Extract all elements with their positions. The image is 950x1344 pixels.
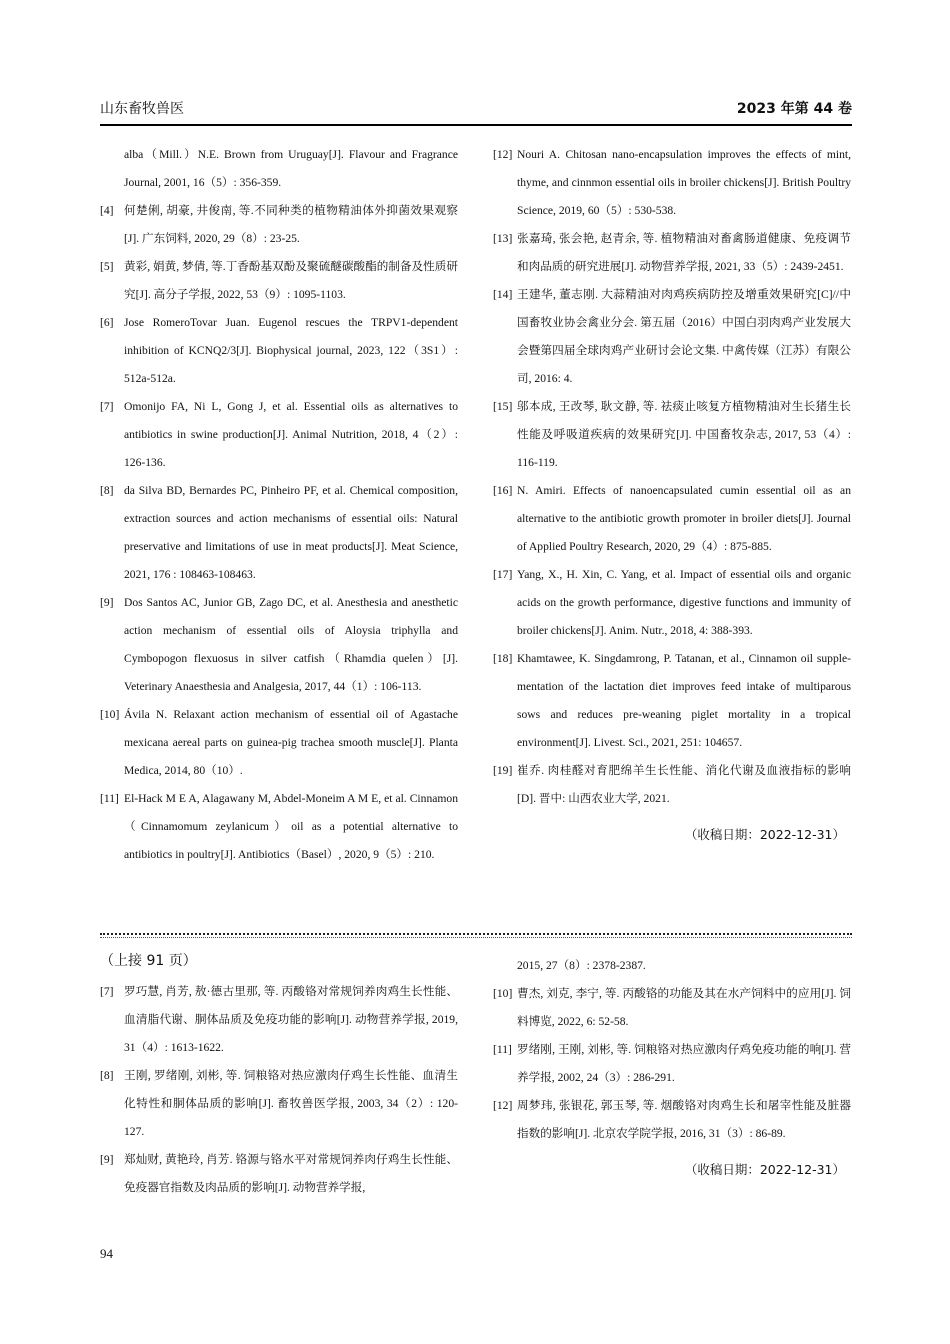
reference-item (493, 477, 851, 561)
reference-item (493, 757, 851, 813)
reference-text: N. Amiri. Effects of nanoencapsulated cumin essential oil as an alternative to the antibiotic growth promoter in broiler diets[J]. Journal of Applied Poultry Research, 2020, 29（4）: 875-885. (517, 484, 851, 553)
reference-item (493, 980, 851, 1036)
reference-text: alba（Mill.）N.E. Brown from Uruguay[J]. Flavour and Fragrance Journal, 2001, 16（5）: 356-359. (124, 148, 458, 189)
reference-number: [17] (493, 568, 513, 581)
reference-text: 王建华, 董志刚. 大蒜精油对肉鸡疾病防控及增重效果研究[C]//中国畜牧业协会禽业分会. 第五届（2016）中国白羽肉鸡产业发展大会暨第四届全球肉鸡产业研讨会论文集. 中禽传媒（江苏）有限公司, 2016: 4. (517, 288, 851, 385)
reference-item (100, 477, 458, 589)
reference-number: [8] (100, 484, 114, 497)
reference-item (100, 141, 458, 197)
reference-number: [10] (100, 708, 120, 721)
reference-number: [13] (493, 232, 513, 245)
reference-item (493, 561, 851, 645)
reference-number: [15] (493, 400, 513, 413)
reference-item (100, 589, 458, 701)
reference-text: Ávila N. Relaxant action mechanism of essential oil of Agastache mexicana aereal parts on guinea-pig trachea smooth muscle[J]. Planta Medica, 2014, 80（10）. (124, 708, 458, 777)
reference-text: El-Hack M E A, Alagawany M, Abdel-Moneim A M E, et al. Cinnamon（Cinnamomum zeylanicum）oil as a potential alternative to antibiotics in poultry[J]. Antibiotics（Basel）, 2020, 9（5）: 210. (124, 792, 458, 861)
reference-number: [6] (100, 316, 114, 329)
references-bottom-left (100, 950, 458, 1202)
reference-item (493, 281, 851, 393)
reference-item (493, 645, 851, 757)
header-rule (100, 124, 852, 126)
reference-number: [8] (100, 1069, 114, 1082)
reference-text: da Silva BD, Bernardes PC, Pinheiro PF, et al. Chemical composition, extraction sources and action mechanisms of essential oils: Natural preservative and limitations of use in meat products[J]. Meat Science, 2021, 176 : 108463-108463. (124, 484, 458, 581)
reference-text: 罗绪刚, 王刚, 刘彬, 等. 饲粮铬对热应激肉仔鸡免疫功能的响[J]. 营养学报, 2002, 24（3）: 286-291. (517, 1043, 851, 1084)
section-divider (100, 933, 852, 935)
reference-text: 周梦玮, 张银花, 郭玉琴, 等. 烟酸铬对肉鸡生长和屠宰性能及脏器指数的影响[J]. 北京农学院学报, 2016, 31（3）: 86-89. (517, 1099, 851, 1140)
reference-text: 郑灿财, 黄艳玲, 肖芳. 铬源与铬水平对常规饲养肉仔鸡生长性能、免疫器官指数及肉品质的影响[J]. 动物营养学报, (124, 1153, 458, 1194)
reference-number: [9] (100, 1153, 114, 1166)
reference-item (493, 225, 851, 281)
reference-number: [11] (100, 792, 119, 805)
continued-from-label: （上接 91 页） (100, 953, 197, 969)
references-top-right (493, 141, 851, 849)
reference-item (100, 1062, 458, 1146)
reference-number: [4] (100, 204, 114, 217)
reference-number: [7] (100, 400, 114, 413)
reference-number: [14] (493, 288, 513, 301)
reference-item (493, 1092, 851, 1148)
references-top-left (100, 141, 458, 869)
reference-text: 张嘉琦, 张会艳, 赵青余, 等. 植物精油对畜禽肠道健康、免疫调节和肉品质的研究进展[J]. 动物营养学报, 2021, 33（5）: 2439-2451. (517, 232, 851, 273)
section-divider-secondary (100, 937, 852, 938)
reference-text: 曹杰, 刘克, 李宁, 等. 丙酸铬的功能及其在水产饲料中的应用[J]. 饲料博览, 2022, 6: 52-58. (517, 987, 851, 1028)
reference-text: 罗巧慧, 肖芳, 敖·德古里那, 等. 丙酸铬对常规饲养肉鸡生长性能、血清脂代谢、胴体品质及免疫功能的影响[J]. 动物营养学报, 2019, 31（4）: 1613-1622. (124, 985, 458, 1054)
reference-item (493, 141, 851, 225)
reference-item (100, 701, 458, 785)
reference-item (100, 1146, 458, 1202)
reference-text: 邬本成, 王改琴, 耿文静, 等. 祛痰止咳复方植物精油对生长猪生长性能及呼吸道疾病的效果研究[J]. 中国畜牧杂志, 2017, 53（4）: 116-119. (517, 400, 851, 469)
reference-number: [12] (493, 1099, 513, 1112)
reference-number: [11] (493, 1043, 512, 1056)
reference-item (100, 785, 458, 869)
reference-text: Dos Santos AC, Junior GB, Zago DC, et al. Anesthesia and anesthetic action mechanism of essential oils of Aloysia triphylla and Cymbopogon flexuosus in silver catfish（Rhamdia quelen）[J]. Veterinary Anaesthesia and Analgesia, 2017, 44（1）: 106-113. (124, 596, 458, 693)
references-bottom-right (493, 952, 851, 1184)
reference-item (100, 309, 458, 393)
reference-text: Yang, X., H. Xin, C. Yang, et al. Impact of essential oils and organic acids on the growth performance, digestive functions and immunity of broiler chickens[J]. Anim. Nutr., 2018, 4: 388-393. (517, 568, 851, 637)
reference-text: 王刚, 罗绪刚, 刘彬, 等. 饲粮铬对热应激肉仔鸡生长性能、血清生化特性和胴体品质的影响[J]. 畜牧兽医学报, 2003, 34（2）: 120-127. (124, 1069, 458, 1138)
running-header (100, 98, 852, 120)
reference-text: 黄彩, 娟黄, 梦倩, 等.丁香酚基双酚及聚硫醚碳酸酯的制备及性质研究[J]. 高分子学报, 2022, 53（9）: 1095-1103. (124, 260, 458, 301)
reference-item (100, 393, 458, 477)
page-number: 94 (100, 1246, 113, 1261)
reference-text: 崔乔. 肉桂醛对育肥绵羊生长性能、消化代谢及血液指标的影响[D]. 晋中: 山西农业大学, 2021. (517, 764, 851, 805)
received-date: （收稿日期：2022-12-31） (684, 1162, 845, 1177)
reference-item (100, 197, 458, 253)
reference-number: [18] (493, 652, 513, 665)
journal-name: 山东畜牧兽医 (100, 101, 184, 117)
reference-text: Jose RomeroTovar Juan. Eugenol rescues the TRPV1-dependent inhibition of KCNQ2/3[J]. Biophysical journal, 2023, 122（3S1）: 512a-512a. (124, 316, 458, 385)
reference-number: [9] (100, 596, 114, 609)
reference-text: 2015, 27（8）: 2378-2387. (517, 959, 646, 972)
reference-item (493, 952, 851, 980)
reference-text: Nouri A. Chitosan nano-encapsulation improves the effects of mint, thyme, and cinnmon essential oils in broiler chickens[J]. British Poultry Science, 2019, 60（5）: 530-538. (517, 148, 851, 217)
reference-item (493, 1036, 851, 1092)
reference-item (100, 253, 458, 309)
reference-text: Khamtawee, K. Singdamrong, P. Tatanan, et al., Cinnamon oil supple-mentation of the lactation diet improves feed intake of multiparous sows and reduces pre-weaning piglet mortality in a tropical environment[J]. Livest. Sci., 2021, 251: 104657. (517, 652, 851, 749)
reference-number: [5] (100, 260, 114, 273)
reference-number: [10] (493, 987, 513, 1000)
received-date: （收稿日期：2022-12-31） (684, 827, 845, 842)
reference-item (493, 393, 851, 477)
reference-number: [7] (100, 985, 114, 998)
reference-number: [12] (493, 148, 513, 161)
reference-text: 何楚俐, 胡豪, 井俊南, 等.不同种类的植物精油体外抑菌效果观察[J]. 广东饲料, 2020, 29（8）: 23-25. (124, 204, 458, 245)
reference-number: [19] (493, 764, 513, 777)
issue-info: 2023 年第 44 卷 (736, 101, 852, 117)
reference-item (100, 978, 458, 1062)
reference-text: Omonijo FA, Ni L, Gong J, et al. Essential oils as alternatives to antibiotics in swine production[J]. Animal Nutrition, 2018, 4（2）: 126-136. (124, 400, 458, 469)
reference-number: [16] (493, 484, 513, 497)
